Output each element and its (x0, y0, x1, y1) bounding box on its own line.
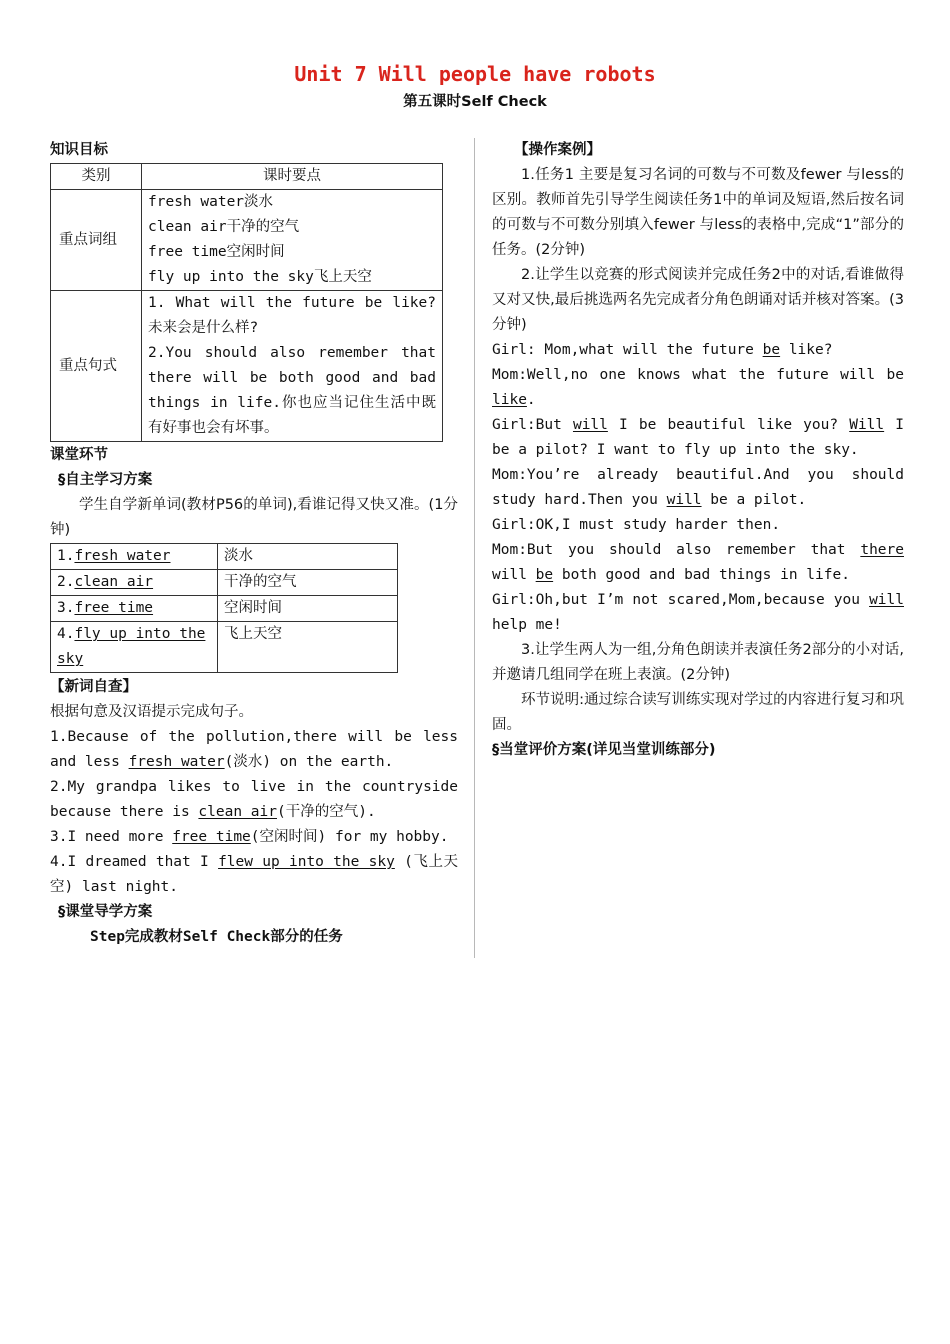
dialogue-line: Girl:But will I be beautiful like you? Will I be a pilot? I want to fly up into the sky. (492, 417, 904, 458)
check-heading: 【新词自查】 (50, 679, 137, 695)
dialogue-line: Mom:You’re already beautiful.And you should study hard.Then you will be a pilot. (492, 467, 904, 508)
class-heading: 课堂环节 (50, 447, 108, 463)
table-row (51, 596, 398, 622)
knowledge-table (50, 163, 443, 442)
table-row (51, 291, 443, 442)
dialogue-line: Girl:OK,I must study harder then. (492, 517, 781, 533)
category-sentences: 重点句式 (51, 291, 142, 442)
procedure-paragraph: 2.让学生以竞赛的形式阅读并完成任务2中的对话,看谁做得又对又快,最后挑选两名先完成者分角色朗诵对话并核对答案。(3分钟) (492, 267, 904, 333)
exercise-sentence: 3.I need more free time(空闲时间) for my hobby. (50, 829, 449, 845)
page-subtitle: 第五课时Self Check (403, 94, 547, 110)
procedure-paragraph: 1.任务1 主要是复习名词的可数与不可数及fewer 与less的区别。教师首先引导学生阅读任务1中的单词及短语,然后按名词的可数与不可数分别填入fewer 与less的表格中,完成“1”部分的任务。(2分钟) (492, 167, 904, 258)
exercise-sentence: 4.I dreamed that I flew up into the sky (飞上天空) last night. (50, 854, 458, 895)
phrase-item: fresh water淡水 (148, 194, 274, 210)
dialogue-line: Mom:But you should also remember that there will be both good and bad things in life. (492, 542, 904, 583)
phrases-cell (142, 190, 443, 291)
vocab-cn: 干净的空气 (218, 570, 398, 596)
page-title: Unit 7 Will people have robots (294, 62, 656, 86)
vocab-table (50, 543, 398, 673)
sentence-item: 1. What will the future be like?未来会是什么样? (148, 295, 436, 336)
exercise-sentence: 2.My grandpa likes to live in the countryside because there is clean air(干净的空气). (50, 779, 458, 820)
right-column (492, 138, 904, 763)
table-row (51, 544, 398, 570)
table-header-row (51, 164, 443, 190)
sentence-item: 2.You should also remember that there will be both good and bad things in life.你也应当记住生活中既有好事也会有坏事。 (148, 345, 436, 436)
vocab-cn: 淡水 (218, 544, 398, 570)
table-row (51, 570, 398, 596)
explanation-paragraph: 环节说明:通过综合读写训练实现对学过的内容进行复习和巩固。 (492, 692, 904, 733)
check-intro: 根据句意及汉语提示完成句子。 (50, 704, 253, 720)
dialogue-line: Girl: Mom,what will the future be like? (492, 342, 833, 358)
phrase-item: free time空闲时间 (148, 244, 285, 260)
vocab-en: 1.fresh water (51, 544, 218, 570)
self-study-heading: §自主学习方案 (58, 472, 153, 488)
left-column (50, 138, 458, 950)
category-phrases: 重点词组 (51, 190, 142, 291)
guide-heading: §课堂导学方案 (58, 904, 153, 920)
procedure-paragraph: 3.让学生两人为一组,分角色朗读并表演任务2部分的小对话,并邀请几组同学在班上表演。(2分钟) (492, 642, 904, 683)
header-points: 课时要点 (142, 164, 443, 190)
step-text: Step完成教材Self Check部分的任务 (90, 929, 343, 945)
vocab-en: 3.free time (51, 596, 218, 622)
vocab-en: 2.clean air (51, 570, 218, 596)
dialogue-line: Girl:Oh,but I’m not scared,Mom,because you will help me! (492, 592, 904, 633)
vocab-cn: 飞上天空 (218, 622, 398, 673)
exercise-sentence: 1.Because of the pollution,there will be less and less fresh water(淡水) on the earth. (50, 729, 458, 770)
table-row (51, 622, 398, 673)
self-study-text: 学生自学新单词(教材P56的单词),看谁记得又快又准。(1分钟) (50, 497, 458, 538)
vocab-en: 4.fly up into the sky (51, 622, 218, 673)
sentences-cell (142, 291, 443, 442)
evaluation-heading: §当堂评价方案(详见当堂训练部分) (492, 742, 716, 758)
header-category: 类别 (51, 164, 142, 190)
table-row (51, 190, 443, 291)
knowledge-heading: 知识目标 (50, 142, 108, 158)
dialogue-line: Mom:Well,no one knows what the future will be like. (492, 367, 904, 408)
case-heading: 【操作案例】 (514, 142, 601, 158)
column-divider (474, 138, 475, 958)
phrase-item: clean air干净的空气 (148, 219, 300, 235)
vocab-cn: 空闲时间 (218, 596, 398, 622)
phrase-item: fly up into the sky飞上天空 (148, 269, 372, 285)
